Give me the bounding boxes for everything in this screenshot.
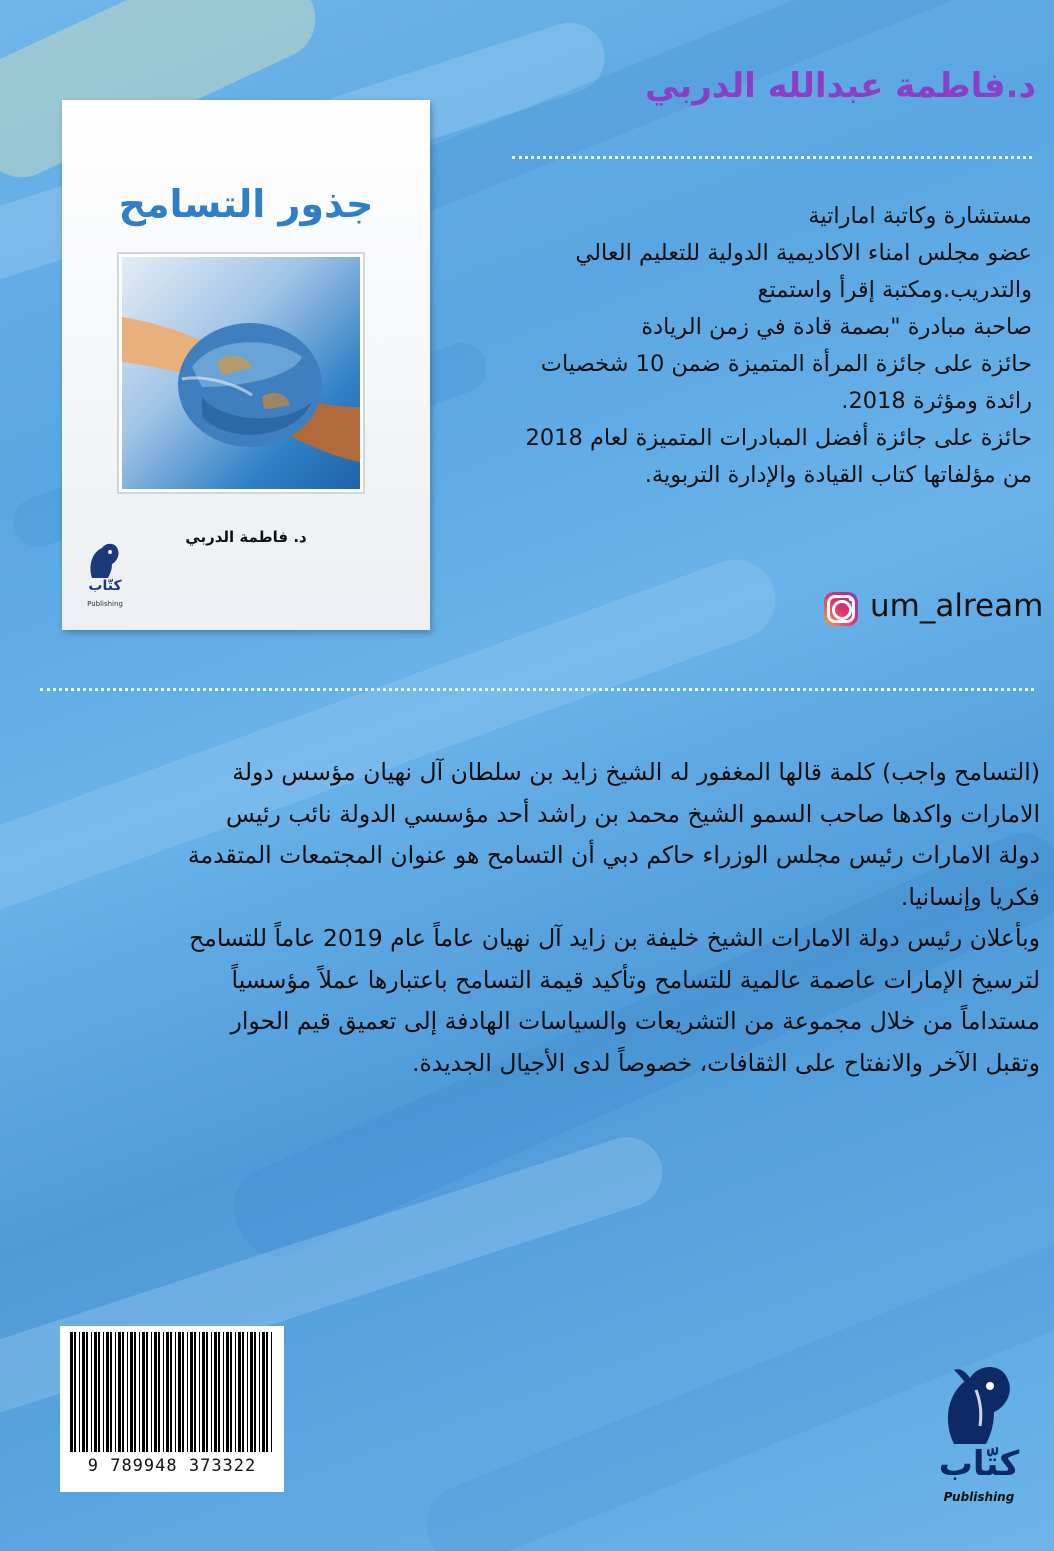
barcode-bar [134, 1332, 136, 1452]
barcode-bar [139, 1332, 140, 1452]
cover-image-hands-globe [119, 254, 363, 492]
body-line: الامارات واكدها صاحب السمو الشيخ محمد بن راشد أحد مؤسسي الدولة نائب رئيس [225, 799, 1040, 828]
barcode-bar [182, 1332, 184, 1452]
bio-line: حائزة على جائزة المرأة المتميزة ضمن 10 شخصيات [540, 351, 1032, 377]
barcode-bar [214, 1332, 217, 1452]
barcode-bar [127, 1332, 128, 1452]
barcode-bar [74, 1332, 76, 1452]
barcode-bar [170, 1332, 172, 1452]
barcode-bar [175, 1332, 176, 1452]
barcode-bar [190, 1332, 193, 1452]
barcode-bar [106, 1332, 109, 1452]
barcode-bar [151, 1332, 152, 1452]
body-line: فكريا وإنسانيا. [900, 882, 1040, 911]
barcode-bar [250, 1332, 253, 1452]
barcode-bar [115, 1332, 116, 1452]
barcode-bar [103, 1332, 104, 1452]
barcode-bar [242, 1332, 244, 1452]
publisher-name: كتّاب [938, 1444, 1020, 1484]
barcode-bar [259, 1332, 260, 1452]
barcode-bar [226, 1332, 229, 1452]
bio-line: من مؤلفاتها كتاب القيادة والإدارة التربوية. [644, 462, 1032, 488]
barcode-bar [79, 1332, 80, 1452]
barcode-bar [230, 1332, 232, 1452]
cover-author: د. فاطمة الدربي [185, 528, 307, 546]
barcode-bar [187, 1332, 188, 1452]
barcode-bar [247, 1332, 248, 1452]
barcode-bar [194, 1332, 196, 1452]
barcode-bar [262, 1332, 265, 1452]
body-line: مستداماً من خلال مجموعة من التشريعات والسياسات الهادفة إلى تعميق قيم الحوار [230, 1007, 1040, 1035]
instagram-handle: um_alream [870, 588, 1044, 624]
barcode-bar [110, 1332, 112, 1452]
isbn-number: 9 789948 373322 [87, 1456, 257, 1476]
cover-title: جذور التسامح [118, 182, 374, 226]
barcode-bar [163, 1332, 164, 1452]
body-line: وتقبل الآخر والانفتاح على الثقافات، خصوصاً لدى الأجيال الجديدة. [412, 1048, 1040, 1077]
hands-globe-illustration [122, 257, 360, 489]
barcode-bar [178, 1332, 181, 1452]
back-cover-description [40, 752, 1040, 1084]
barcode-bar [94, 1332, 97, 1452]
middle-divider [40, 688, 1034, 691]
bio-line: والتدريب.ومكتبة إقرأ واستمتع [757, 277, 1032, 303]
barcode-bar [235, 1332, 236, 1452]
barcode-bar [223, 1332, 224, 1452]
barcode-bar [70, 1332, 73, 1452]
bio-line: صاحبة مبادرة "بصمة قادة في زمن الريادة [641, 314, 1032, 340]
barcode-bar [271, 1332, 272, 1452]
author-name: د.فاطمة عبدالله الدربي [645, 66, 1036, 106]
body-line: وبأعلان رئيس دولة الامارات الشيخ خليفة بن زايد آل نهيان عاماً عام 2019 عاماً للتسامح [189, 924, 1040, 952]
body-line: لترسيخ الإمارات عاصمة عالمية للتسامح وتأكيد قيمة التسامح باعتبارها عملاً مؤسسياً [231, 965, 1040, 994]
horse-icon [924, 1360, 1034, 1446]
publisher-sub: Publishing [943, 1490, 1015, 1504]
barcode-bar [158, 1332, 160, 1452]
instagram-icon [824, 592, 858, 626]
barcode-bar [154, 1332, 157, 1452]
body-line: (التسامح واجب) كلمة قالها المغفور له الشيخ زايد بن سلطان آل نهيان مؤسس دولة [232, 758, 1040, 786]
book-cover [62, 100, 430, 630]
barcode-bar [82, 1332, 85, 1452]
cover-logo-sub: Publishing [87, 600, 123, 608]
barcode-bars [70, 1332, 276, 1452]
barcode-bar [130, 1332, 133, 1452]
horse-icon [82, 540, 128, 580]
barcode-bar [254, 1332, 256, 1452]
bio-line: حائزة على جائزة أفضل المبادرات المتميزة لعام 2018 [525, 425, 1032, 451]
author-bio [440, 198, 1032, 494]
barcode-bar [206, 1332, 208, 1452]
barcode-bar [142, 1332, 145, 1452]
instagram-contact[interactable] [824, 588, 1044, 634]
barcode-bar [146, 1332, 148, 1452]
barcode-bar [118, 1332, 121, 1452]
barcode-bar [91, 1332, 92, 1452]
barcode-bar [122, 1332, 124, 1452]
cover-publisher-logo [82, 540, 128, 630]
cover-logo-text: كتّاب [88, 578, 122, 594]
barcode-bar [98, 1332, 100, 1452]
bio-line: عضو مجلس امناء الاكاديمية الدولية للتعليم العالي [575, 240, 1032, 266]
barcode-bar [218, 1332, 220, 1452]
top-divider [512, 156, 1032, 159]
body-line: دولة الامارات رئيس مجلس الوزراء حاكم دبي أن التسامح هو عنوان المجتمعات المتقدمة [187, 841, 1040, 869]
barcode-bar [166, 1332, 169, 1452]
isbn-barcode [60, 1326, 284, 1492]
publisher-logo [924, 1360, 1034, 1540]
barcode-bar [238, 1332, 241, 1452]
barcode-bar [86, 1332, 88, 1452]
bio-line: مستشارة وكاتبة اماراتية [808, 203, 1032, 229]
bio-line: رائدة ومؤثرة 2018. [841, 388, 1032, 414]
barcode-bar [211, 1332, 212, 1452]
barcode-bar [199, 1332, 200, 1452]
barcode-bar [202, 1332, 205, 1452]
barcode-bar [266, 1332, 268, 1452]
